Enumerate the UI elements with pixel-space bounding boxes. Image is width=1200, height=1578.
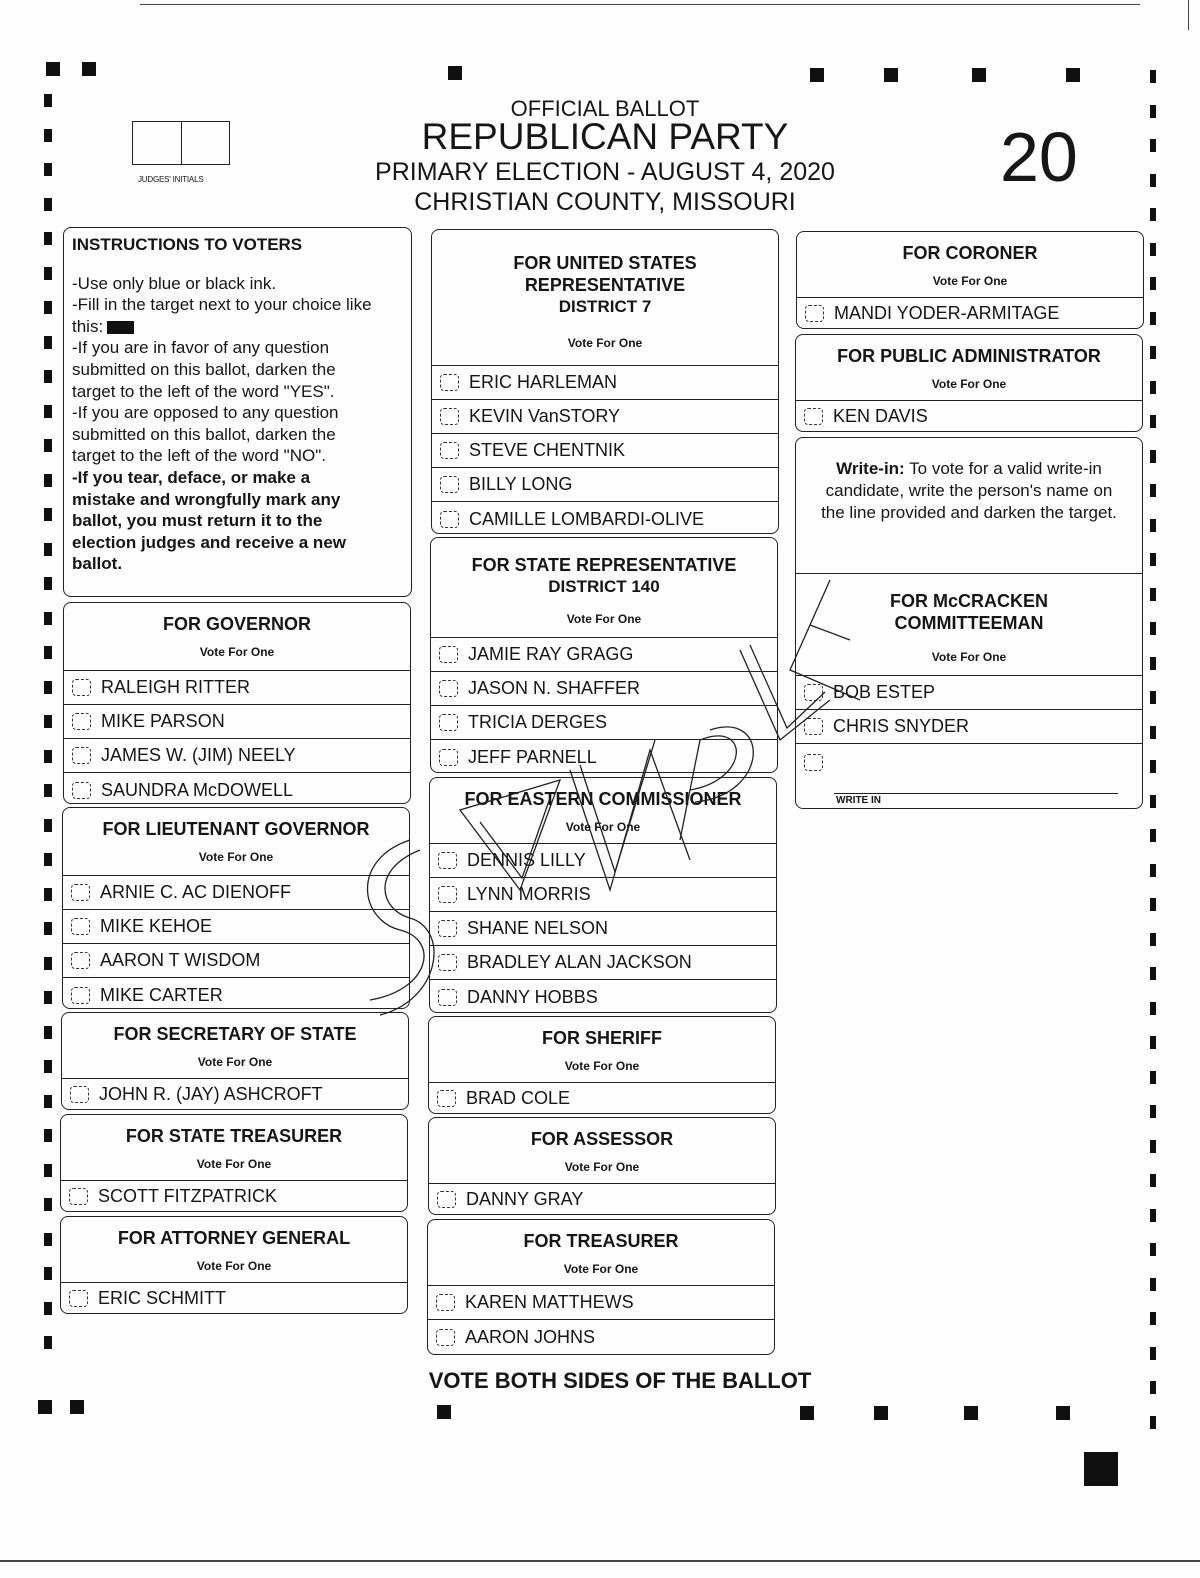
candidate-option[interactable]: [432, 400, 778, 434]
race-mccracken-committeeman: [795, 437, 1143, 809]
ballot-target[interactable]: [438, 886, 457, 903]
vote-for-one: Vote For One: [566, 612, 642, 626]
ballot-target[interactable]: [804, 754, 823, 771]
race-header: [796, 574, 1142, 676]
race-header: [430, 778, 776, 844]
footer-note: VOTE BOTH SIDES OF THE BALLOT: [428, 1368, 812, 1393]
candidate-name: STEVE CHENTNIK: [469, 440, 626, 460]
race-title: FOR EASTERN COMMISSIONER: [464, 789, 742, 809]
instruction-line: mistake and wrongfully mark any: [72, 489, 341, 509]
instruction-line: -If you tear, deface, or make a: [72, 467, 311, 487]
candidate-option[interactable]: [796, 401, 1142, 431]
instruction-line: -Use only blue or black ink.: [72, 273, 277, 293]
ballot-target[interactable]: [69, 1188, 88, 1205]
timing-mark: [44, 1026, 52, 1039]
timing-mark: [44, 336, 52, 349]
timing-mark: [44, 612, 52, 625]
candidate-option[interactable]: [428, 1286, 774, 1320]
ballot-target[interactable]: [69, 1290, 88, 1307]
candidate-name: ERIC SCHMITT: [98, 1287, 226, 1308]
vote-for-one: Vote For One: [565, 820, 641, 834]
candidate-name: JAMES W. (JIM) NEELY: [101, 745, 296, 765]
candidate-name: CHRIS SNYDER: [833, 716, 970, 736]
timing-mark: [1150, 898, 1156, 911]
race-lieutenant-governor: [62, 807, 410, 1009]
timing-mark: [1056, 1406, 1070, 1420]
candidate-name: BILLY LONG: [469, 474, 573, 494]
candidate-option[interactable]: [63, 910, 409, 944]
candidate-option[interactable]: [432, 366, 778, 400]
timing-mark: [44, 301, 52, 314]
write-in-lead: Write-in:: [836, 459, 905, 478]
timing-mark: [44, 1198, 52, 1211]
timing-mark: [1150, 1278, 1156, 1291]
timing-mark: [1150, 1381, 1156, 1394]
timing-mark: [1150, 1071, 1156, 1084]
timing-mark: [46, 62, 60, 76]
ballot-target[interactable]: [440, 476, 459, 493]
timing-mark: [1150, 1002, 1156, 1015]
timing-mark: [1150, 243, 1156, 256]
timing-mark: [44, 1129, 52, 1142]
orientation-mark: [1084, 1452, 1118, 1486]
candidate-name: JEFF PARNELL: [468, 746, 597, 767]
timing-mark: [44, 922, 52, 935]
timing-mark: [44, 232, 52, 245]
timing-mark: [44, 439, 52, 452]
ballot-target[interactable]: [804, 408, 823, 425]
ballot-target[interactable]: [437, 1191, 456, 1208]
timing-mark: [1150, 1209, 1156, 1222]
write-in-instructions-text: To vote for a valid write-in candidate, write the person's name on the line provided and darken the target.: [821, 459, 1117, 522]
candidate-name: AARON JOHNS: [465, 1326, 596, 1347]
timing-mark: [810, 68, 824, 82]
ballot-target[interactable]: [436, 1329, 455, 1346]
timing-mark: [1150, 70, 1156, 83]
candidate-name: MIKE KEHOE: [100, 916, 213, 936]
timing-mark: [44, 888, 52, 901]
timing-mark: [1150, 760, 1156, 773]
vote-for-one: Vote For One: [198, 850, 274, 864]
candidate-option[interactable]: [62, 1079, 408, 1109]
race-coroner: [796, 231, 1144, 329]
ballot-target[interactable]: [72, 747, 91, 764]
candidate-option[interactable]: [61, 1181, 407, 1211]
scan-edge-line: [1188, 0, 1189, 30]
candidate-name: JAMIE RAY GRAGG: [468, 644, 634, 664]
candidate-name: DANNY GRAY: [466, 1188, 584, 1209]
candidate-name: JOHN R. (JAY) ASHCROFT: [99, 1083, 323, 1104]
candidate-option[interactable]: [64, 739, 410, 773]
race-governor: [63, 602, 411, 804]
ballot-style-number: 20: [1000, 118, 1078, 196]
candidate-option[interactable]: [64, 671, 410, 705]
candidate-option[interactable]: [428, 1320, 774, 1354]
ballot-heading-election: PRIMARY ELECTION - AUGUST 4, 2020: [375, 158, 835, 186]
timing-mark: [44, 1267, 52, 1280]
instructions-box: [63, 227, 412, 597]
candidate-option[interactable]: [431, 638, 777, 672]
race-title-line: COMMITTEEMAN: [894, 613, 1044, 633]
candidate-name: TRICIA DERGES: [468, 712, 608, 732]
timing-mark: [44, 1095, 52, 1108]
timing-mark: [448, 66, 462, 80]
ballot-target[interactable]: [438, 989, 457, 1006]
timing-mark: [1150, 1105, 1156, 1118]
timing-mark: [1150, 657, 1156, 670]
timing-mark: [1150, 553, 1156, 566]
timing-mark: [1150, 588, 1156, 601]
race-header: [61, 1217, 407, 1283]
timing-mark: [44, 543, 52, 556]
candidate-name: DANNY HOBBS: [467, 986, 598, 1007]
ballot-target[interactable]: [71, 987, 90, 1004]
timing-mark: [44, 370, 52, 383]
race-title-line: DISTRICT 7: [558, 297, 652, 316]
timing-mark: [1150, 691, 1156, 704]
ballot-target[interactable]: [438, 954, 457, 971]
instruction-line: -If you are in favor of any question: [72, 338, 330, 358]
vote-for-one: Vote For One: [931, 650, 1007, 664]
race-header: [432, 230, 778, 366]
timing-mark: [44, 1336, 52, 1349]
candidate-name: SHANE NELSON: [467, 918, 609, 938]
candidate-name: KEVIN VanSTORY: [469, 406, 621, 426]
timing-mark: [70, 1400, 84, 1414]
instruction-line: [72, 316, 403, 338]
ballot-heading-official: OFFICIAL BALLOT: [510, 96, 700, 121]
instruction-line: -If you are opposed to any question: [72, 403, 339, 423]
candidate-option[interactable]: [63, 978, 409, 1009]
timing-mark: [44, 163, 52, 176]
race-state-treasurer: [60, 1114, 408, 1212]
timing-mark: [44, 819, 52, 832]
candidate-option[interactable]: [431, 706, 777, 740]
ballot-target[interactable]: [71, 918, 90, 935]
timing-mark: [82, 62, 96, 76]
timing-mark: [1150, 450, 1156, 463]
candidate-name: SAUNDRA McDOWELL: [101, 779, 294, 800]
ballot-target[interactable]: [440, 374, 459, 391]
timing-mark: [1150, 139, 1156, 152]
timing-mark: [44, 991, 52, 1004]
race-title-line: FOR STATE REPRESENTATIVE: [471, 555, 737, 575]
timing-mark: [1150, 519, 1156, 532]
timing-mark: [1150, 1036, 1156, 1049]
scan-edge-line: [140, 4, 1140, 5]
race-header: [62, 1013, 408, 1079]
timing-mark: [44, 681, 52, 694]
timing-mark: [44, 784, 52, 797]
ballot-target[interactable]: [439, 680, 458, 697]
candidate-option[interactable]: [63, 944, 409, 978]
timing-mark: [1150, 277, 1156, 290]
timing-mark: [1150, 1140, 1156, 1153]
candidate-option[interactable]: [63, 876, 409, 910]
timing-mark: [1150, 1312, 1156, 1325]
timing-mark: [1150, 726, 1156, 739]
candidate-option[interactable]: [796, 676, 1142, 710]
ballot-target[interactable]: [71, 952, 90, 969]
timing-mark: [44, 198, 52, 211]
race-title: FOR SHERIFF: [542, 1028, 662, 1048]
vote-for-one: Vote For One: [199, 645, 275, 659]
timing-mark: [972, 68, 986, 82]
candidate-name: SCOTT FITZPATRICK: [98, 1185, 277, 1206]
race-header: [428, 1220, 774, 1286]
vote-for-one: Vote For One: [931, 377, 1007, 391]
candidate-option[interactable]: [796, 710, 1142, 744]
ballot-target[interactable]: [438, 852, 457, 869]
timing-mark: [1150, 415, 1156, 428]
candidate-name: CAMILLE LOMBARDI-OLIVE: [469, 508, 705, 529]
race-title: FOR LIEUTENANT GOVERNOR: [102, 819, 370, 839]
candidate-option[interactable]: [430, 878, 776, 912]
vote-for-one: Vote For One: [563, 1262, 639, 1276]
candidate-option[interactable]: [432, 502, 778, 534]
candidate-option[interactable]: [431, 672, 777, 706]
instruction-line: submitted on this ballot, darken the: [72, 359, 336, 379]
candidate-name: BRADLEY ALAN JACKSON: [467, 952, 692, 972]
race-header: [431, 538, 777, 638]
race-title: FOR GOVERNOR: [162, 614, 311, 634]
timing-mark: [1150, 346, 1156, 359]
timing-mark: [44, 474, 52, 487]
scan-edge-line: [0, 1560, 1200, 1562]
timing-mark: [44, 957, 52, 970]
instructions-title: INSTRUCTIONS TO VOTERS: [72, 235, 303, 254]
judges-initials-box: [132, 121, 230, 165]
ballot-heading-party: REPUBLICAN PARTY: [421, 116, 789, 157]
ballot-target[interactable]: [439, 646, 458, 663]
instruction-line: target to the left of the word "NO".: [72, 446, 326, 466]
candidate-name: MIKE CARTER: [100, 984, 223, 1005]
race-title: FOR ASSESSOR: [530, 1129, 674, 1149]
race-header: [796, 335, 1142, 401]
candidate-name: LYNN MORRIS: [467, 884, 591, 904]
filled-target-sample: [107, 321, 134, 334]
candidate-option[interactable]: [797, 298, 1143, 328]
race-title-line: FOR McCRACKEN: [889, 591, 1048, 611]
timing-mark: [1150, 484, 1156, 497]
timing-mark: [1150, 381, 1156, 394]
timing-mark: [44, 267, 52, 280]
write-in-line[interactable]: [834, 793, 1118, 794]
vote-for-one: Vote For One: [564, 1160, 640, 1174]
timing-mark: [44, 1233, 52, 1246]
timing-mark: [1150, 933, 1156, 946]
candidate-name: RALEIGH RITTER: [101, 677, 251, 697]
ballot-target[interactable]: [71, 884, 90, 901]
write-in-instructions: [796, 438, 1142, 574]
ballot-heading-county: CHRISTIAN COUNTY, MISSOURI: [414, 188, 796, 216]
instruction-line: -Fill in the target next to your choice like: [72, 295, 372, 315]
race-title: FOR PUBLIC ADMINISTRATOR: [837, 346, 1101, 366]
ballot-target[interactable]: [439, 714, 458, 731]
candidate-name: BRAD COLE: [466, 1087, 571, 1108]
vote-for-one: Vote For One: [196, 1259, 272, 1273]
timing-mark: [1066, 68, 1080, 82]
ballot-target[interactable]: [804, 718, 823, 735]
candidate-option[interactable]: [430, 912, 776, 946]
timing-mark: [437, 1405, 451, 1419]
timing-mark: [1150, 1347, 1156, 1360]
vote-for-one: Vote For One: [197, 1055, 273, 1069]
ballot-target[interactable]: [437, 1090, 456, 1107]
timing-mark: [1150, 105, 1156, 118]
timing-mark: [1150, 1174, 1156, 1187]
vote-for-one: Vote For One: [567, 336, 643, 350]
ballot-target[interactable]: [70, 1086, 89, 1103]
judges-initials-label: JUDGES' INITIALS: [138, 175, 204, 184]
race-title: FOR ATTORNEY GENERAL: [117, 1228, 351, 1248]
race-sheriff: [428, 1016, 776, 1114]
timing-mark: [1150, 312, 1156, 325]
timing-mark: [44, 508, 52, 521]
timing-mark: [964, 1406, 978, 1420]
candidate-name: MANDI YODER-ARMITAGE: [834, 302, 1060, 323]
ballot-target[interactable]: [72, 713, 91, 730]
candidate-option[interactable]: [64, 705, 410, 739]
timing-mark: [44, 750, 52, 763]
timing-mark: [44, 646, 52, 659]
race-title: FOR CORONER: [902, 243, 1038, 263]
timing-mark: [1150, 208, 1156, 221]
timing-mark: [44, 577, 52, 590]
candidate-name: BOB ESTEP: [833, 682, 936, 702]
timing-mark: [44, 1302, 52, 1315]
timing-mark: [1150, 967, 1156, 980]
timing-mark: [1150, 1416, 1156, 1429]
timing-mark: [800, 1406, 814, 1420]
instruction-line: submitted on this ballot, darken the: [72, 424, 336, 444]
timing-mark: [44, 129, 52, 142]
ballot-target[interactable]: [72, 782, 91, 799]
timing-mark: [44, 405, 52, 418]
race-treasurer: [427, 1219, 775, 1355]
ballot-target[interactable]: [440, 442, 459, 459]
ballot-target[interactable]: [439, 749, 458, 766]
candidate-name: ARNIE C. AC DIENOFF: [100, 882, 292, 902]
timing-mark: [44, 94, 52, 107]
candidate-option[interactable]: [429, 1184, 775, 1214]
timing-mark: [874, 1406, 888, 1420]
candidate-option[interactable]: [432, 468, 778, 502]
candidate-option[interactable]: [432, 434, 778, 468]
race-title-line: DISTRICT 140: [548, 577, 660, 596]
candidate-option[interactable]: [430, 980, 776, 1013]
ballot-target[interactable]: [438, 920, 457, 937]
race-header: [64, 603, 410, 671]
race-header: [429, 1118, 775, 1184]
race-secretary-of-state: [61, 1012, 409, 1110]
race-title-line: REPRESENTATIVE: [524, 275, 686, 295]
vote-for-one: Vote For One: [196, 1157, 272, 1171]
race-public-administrator: [795, 334, 1143, 432]
timing-mark: [1150, 622, 1156, 635]
race-title: FOR TREASURER: [523, 1231, 679, 1251]
timing-mark: [1150, 829, 1156, 842]
ballot-target[interactable]: [804, 684, 823, 701]
candidate-name: KEN DAVIS: [833, 405, 928, 426]
race-title-line: FOR UNITED STATES: [513, 253, 697, 273]
timing-mark: [1150, 795, 1156, 808]
race-header: [797, 232, 1143, 298]
race-header: [61, 1115, 407, 1181]
timing-mark: [1150, 1243, 1156, 1256]
vote-for-one: Vote For One: [564, 1059, 640, 1073]
ballot-target[interactable]: [440, 408, 459, 425]
timing-mark: [884, 68, 898, 82]
ballot-target[interactable]: [72, 679, 91, 696]
timing-mark: [1150, 864, 1156, 877]
candidate-option[interactable]: [431, 740, 777, 773]
race-attorney-general: [60, 1216, 408, 1314]
candidate-name: AARON T WISDOM: [100, 950, 261, 970]
candidate-option[interactable]: [429, 1083, 775, 1113]
race-title: FOR SECRETARY OF STATE: [113, 1024, 357, 1044]
candidate-name: DENNIS LILLY: [467, 850, 586, 870]
timing-mark: [44, 715, 52, 728]
race-title: FOR STATE TREASURER: [125, 1126, 343, 1146]
candidate-name: JASON N. SHAFFER: [468, 678, 641, 698]
candidate-name: ERIC HARLEMAN: [469, 372, 618, 392]
race-assessor: [428, 1117, 776, 1215]
instruction-line: election judges and receive a new: [72, 532, 346, 552]
ballot-target[interactable]: [805, 305, 824, 322]
instruction-line-text: this:: [72, 316, 104, 336]
ballot-target[interactable]: [436, 1294, 455, 1311]
timing-mark: [44, 1060, 52, 1073]
candidate-name: KAREN MATTHEWS: [465, 1292, 634, 1312]
timing-mark: [44, 1164, 52, 1177]
ballot-target[interactable]: [440, 511, 459, 528]
vote-for-one: Vote For One: [932, 274, 1008, 288]
instruction-line: ballot, you must return it to the: [72, 511, 323, 531]
timing-mark: [38, 1400, 52, 1414]
candidate-option[interactable]: [430, 946, 776, 980]
candidate-option[interactable]: [61, 1283, 407, 1313]
instruction-line: target to the left of the word "YES".: [72, 381, 335, 401]
candidate-option[interactable]: [64, 773, 410, 804]
write-in-option[interactable]: [796, 744, 1142, 808]
race-header: [63, 808, 409, 876]
race-state-representative: [430, 537, 778, 773]
race-eastern-commissioner: [429, 777, 777, 1013]
instruction-line: ballot.: [72, 554, 123, 574]
timing-mark: [44, 853, 52, 866]
race-header: [429, 1017, 775, 1083]
candidate-name: MIKE PARSON: [101, 711, 225, 731]
write-in-label: WRITE IN: [836, 795, 881, 806]
race-us-representative: [431, 229, 779, 534]
candidate-option[interactable]: [430, 844, 776, 878]
timing-mark: [1150, 174, 1156, 187]
